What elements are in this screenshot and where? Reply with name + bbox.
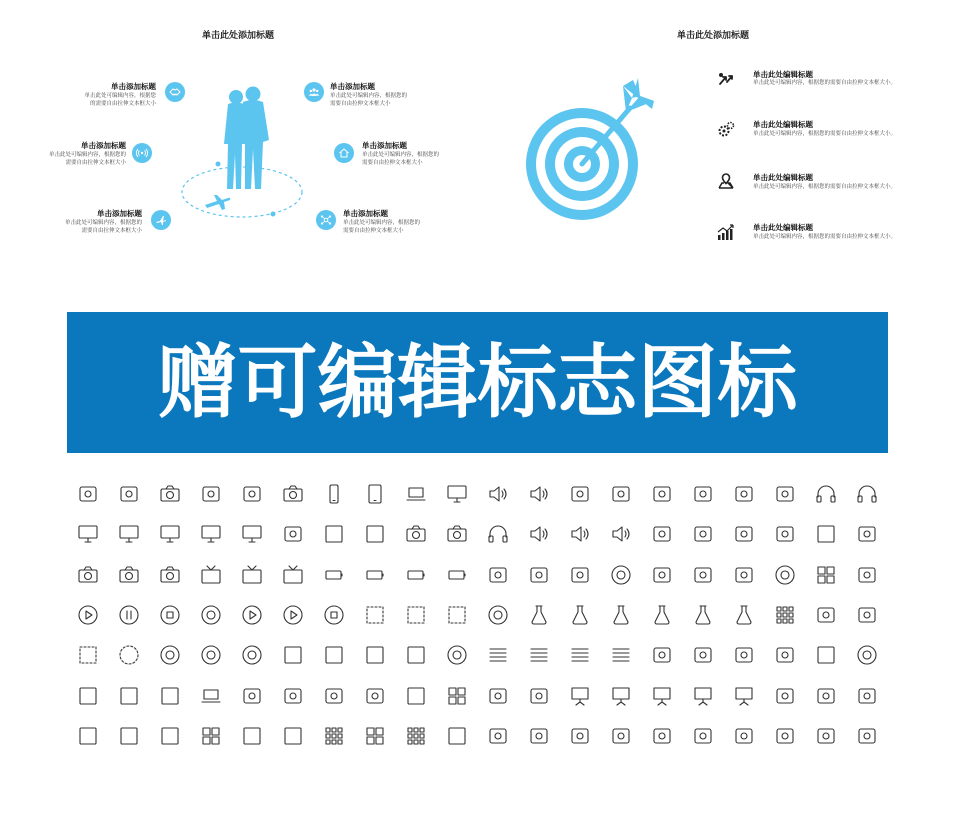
coffee-cup-icon xyxy=(601,716,642,756)
left-item-4-desc: 单击此处可编辑内容，根据您的需要自由拉伸文本框大小 xyxy=(330,93,408,107)
scissors-icon xyxy=(806,716,847,756)
grid-rounded-icon xyxy=(354,716,395,756)
layout-rows-icon xyxy=(108,716,149,756)
printer-icon xyxy=(683,474,724,514)
calculator-icon xyxy=(683,514,724,554)
video-camera-icon xyxy=(149,474,190,514)
left-item-4-title: 单击添加标题 xyxy=(330,82,375,91)
align-justify-icon xyxy=(601,635,642,675)
drawer-icon xyxy=(313,635,354,675)
bookmark-plus-icon xyxy=(806,675,847,715)
target-arrow-graphic xyxy=(522,72,667,224)
banner xyxy=(67,312,888,453)
android-icon xyxy=(847,555,888,595)
next-icon xyxy=(231,595,272,635)
tree-icon xyxy=(519,716,560,756)
right-item-4-title: 单击此处编辑标题 xyxy=(753,223,813,232)
camera-alt-icon xyxy=(436,514,477,554)
right-item-4-desc: 单击此处可编辑内容，根据您的需要自由拉伸文本框大小。 xyxy=(753,234,897,240)
keyboard-down-icon xyxy=(519,555,560,595)
heart-crack-icon xyxy=(724,635,765,675)
binoculars-icon xyxy=(765,716,806,756)
icon-grid xyxy=(67,474,888,756)
handheld-mic-icon xyxy=(108,474,149,514)
laptop-off-icon xyxy=(190,675,231,715)
graduation-cap-icon xyxy=(765,675,806,715)
layout-header-icon xyxy=(436,716,477,756)
dotted-circle-icon xyxy=(149,635,190,675)
circle-download-icon xyxy=(190,635,231,675)
left-item-1-desc: 单击此处可编辑内容，根据您的需要自由拉伸文本框大小 xyxy=(84,93,156,107)
close-circle-icon xyxy=(765,555,806,595)
eject-icon xyxy=(313,595,354,635)
headphones-icon xyxy=(806,474,847,514)
left-item-1-title: 单击添加标题 xyxy=(111,82,156,91)
record-icon xyxy=(190,595,231,635)
headset-icon xyxy=(847,474,888,514)
monitor-download-icon xyxy=(108,514,149,554)
airplane-icon xyxy=(151,210,171,230)
right-item-2-title: 单击此处编辑标题 xyxy=(753,120,813,129)
smartphone-icon xyxy=(313,474,354,514)
radio-alt-icon xyxy=(765,514,806,554)
camera-switch-icon xyxy=(108,555,149,595)
left-panel-title: 单击此处添加标题 xyxy=(202,31,275,41)
bottle-icon xyxy=(560,595,601,635)
battery-low-icon xyxy=(395,555,436,595)
left-item-2-desc: 单击此处可编辑内容，根据您的需要自由拉伸文本框大小 xyxy=(48,152,126,166)
bowtie-icon xyxy=(231,675,272,715)
atom-icon xyxy=(477,716,518,756)
team-icon xyxy=(304,82,324,102)
floppy-icon xyxy=(313,514,354,554)
skip-icon xyxy=(272,595,313,635)
layers-stack-icon xyxy=(724,716,765,756)
right-item-3-title: 单击此处编辑标题 xyxy=(753,173,813,182)
monitor-sync-icon xyxy=(67,514,108,554)
photo-camera-icon xyxy=(67,555,108,595)
grid-dots-icon xyxy=(395,716,436,756)
left-item-2-title: 单击添加标题 xyxy=(81,141,126,150)
paperclip-icon xyxy=(642,716,683,756)
router-icon xyxy=(642,474,683,514)
ticket-star-icon xyxy=(354,675,395,715)
stop-icon xyxy=(149,595,190,635)
plus-circle-icon xyxy=(847,635,888,675)
flask-bubble-icon xyxy=(683,595,724,635)
gamepad-icon xyxy=(560,474,601,514)
dashed-upload-icon xyxy=(67,635,108,675)
disc-player-icon xyxy=(272,514,313,554)
presentation-icon xyxy=(560,675,601,715)
network-icon xyxy=(316,210,336,230)
broken-heart-icon xyxy=(683,635,724,675)
frame-icon xyxy=(395,675,436,715)
headphones-alt-icon xyxy=(477,514,518,554)
tv-icon xyxy=(190,555,231,595)
grid-nine-icon xyxy=(313,716,354,756)
finder-icon xyxy=(724,555,765,595)
tv-antenna-icon xyxy=(272,555,313,595)
monitor-right-icon xyxy=(231,514,272,554)
camera-icon xyxy=(395,514,436,554)
megaphone-icon xyxy=(519,514,560,554)
camcorder-icon xyxy=(231,474,272,514)
windows-icon xyxy=(806,555,847,595)
bar-chart-icon xyxy=(717,223,735,245)
right-item-3-desc: 单击此处可编辑内容，根据您的需要自由拉伸文本框大小。 xyxy=(753,184,897,190)
battery-empty-icon xyxy=(354,555,395,595)
flask-icon xyxy=(642,595,683,635)
music-circle-icon xyxy=(436,635,477,675)
business-people-silhouette xyxy=(170,84,315,224)
beaker-icon xyxy=(724,595,765,635)
right-item-2-desc: 单击此处可编辑内容，根据您的需要自由拉伸文本框大小。 xyxy=(753,131,897,137)
pause-icon xyxy=(108,595,149,635)
layout-mixed-icon xyxy=(272,716,313,756)
cassette-icon xyxy=(190,474,231,514)
dashed-square-icon xyxy=(354,595,395,635)
monitor-upload-icon xyxy=(149,514,190,554)
music-notes-icon xyxy=(149,675,190,715)
right-panel-title: 单击此处添加标题 xyxy=(677,31,750,41)
gears-icon xyxy=(717,121,735,143)
banner-title: 赠可编辑标志图标 xyxy=(157,335,798,429)
presentation-gauge-icon xyxy=(683,675,724,715)
safe-icon xyxy=(806,514,847,554)
bone-icon xyxy=(806,595,847,635)
keyboard-icon xyxy=(765,474,806,514)
layers-icon xyxy=(683,716,724,756)
laptop-icon xyxy=(395,474,436,514)
bluetooth-icon xyxy=(642,514,683,554)
test-tube-icon xyxy=(601,595,642,635)
dashed-download-icon xyxy=(436,595,477,635)
dashed-circle-icon xyxy=(108,635,149,675)
dashed-stop-icon xyxy=(395,595,436,635)
terminal-icon xyxy=(601,474,642,514)
battery-charging-icon xyxy=(313,555,354,595)
align-left-icon xyxy=(477,635,518,675)
right-item-1-desc: 单击此处可编辑内容，根据您的需要自由拉伸文本框大小。 xyxy=(753,80,897,86)
map-pin-icon xyxy=(717,172,735,194)
abacus-icon xyxy=(765,595,806,635)
presentation-chart-icon xyxy=(601,675,642,715)
layout-quad-icon xyxy=(190,716,231,756)
monitor-left-icon xyxy=(190,514,231,554)
wifi-card-icon xyxy=(642,555,683,595)
necktie-icon xyxy=(272,675,313,715)
left-item-6-title: 单击添加标题 xyxy=(343,209,388,218)
chrome-icon xyxy=(601,555,642,595)
music-doc-icon xyxy=(108,675,149,715)
play-icon xyxy=(67,595,108,635)
speaker-low-icon xyxy=(477,474,518,514)
speaker-high-icon xyxy=(519,474,560,514)
tv-retro-icon xyxy=(231,555,272,595)
radio-icon xyxy=(724,514,765,554)
mouse-icon xyxy=(724,474,765,514)
left-item-5-title: 单击添加标题 xyxy=(362,141,407,150)
handshake-icon xyxy=(165,82,185,102)
presentation-image-icon xyxy=(724,675,765,715)
toggle-icon xyxy=(477,675,518,715)
right-item-1-title: 单击此处编辑标题 xyxy=(753,70,813,79)
presentation-board-icon xyxy=(642,675,683,715)
bandage-icon xyxy=(765,635,806,675)
tablet-icon xyxy=(354,474,395,514)
ticket-icon xyxy=(313,675,354,715)
sitemap-icon xyxy=(847,514,888,554)
megaphone-right-icon xyxy=(601,514,642,554)
crossbones-icon xyxy=(847,595,888,635)
layout-columns-icon xyxy=(67,716,108,756)
bookmark-star-icon xyxy=(847,675,888,715)
grid-four-icon xyxy=(436,675,477,715)
camera-flip-icon xyxy=(149,555,190,595)
home-icon xyxy=(334,143,354,163)
file-cabinet-icon xyxy=(395,635,436,675)
medicine-icon xyxy=(519,675,560,715)
left-item-3-title: 单击添加标题 xyxy=(97,209,142,218)
palette-icon xyxy=(683,555,724,595)
cabinet-icon xyxy=(354,635,395,675)
microphone-icon xyxy=(67,474,108,514)
music-note-icon xyxy=(67,675,108,715)
film-camera-icon xyxy=(272,474,313,514)
megaphone-alt-icon xyxy=(560,514,601,554)
airplay-icon xyxy=(560,555,601,595)
popsicle-icon xyxy=(560,716,601,756)
target-icon xyxy=(477,595,518,635)
signal-icon xyxy=(132,143,152,163)
wine-glass-icon xyxy=(519,595,560,635)
align-right-icon xyxy=(560,635,601,675)
align-center-icon xyxy=(519,635,560,675)
left-item-3-desc: 单击此处可编辑内容，根据您的需要自由拉伸文本框大小 xyxy=(64,220,142,234)
circle-upload-icon xyxy=(231,635,272,675)
left-item-6-desc: 单击此处可编辑内容，根据您的需要自由拉伸文本框大小 xyxy=(343,220,421,234)
layout-split-icon xyxy=(149,716,190,756)
vault-icon xyxy=(272,635,313,675)
floppy-save-icon xyxy=(354,514,395,554)
keyboard-up-icon xyxy=(477,555,518,595)
desk-icon xyxy=(642,635,683,675)
plus-square-icon xyxy=(806,635,847,675)
share-arrows-icon xyxy=(717,70,735,92)
rocket-icon xyxy=(847,716,888,756)
monitor-icon xyxy=(436,474,477,514)
left-item-5-desc: 单击此处可编辑内容，根据您的需要自由拉伸文本框大小 xyxy=(362,152,440,166)
battery-half-icon xyxy=(436,555,477,595)
layout-sidebar-icon xyxy=(231,716,272,756)
